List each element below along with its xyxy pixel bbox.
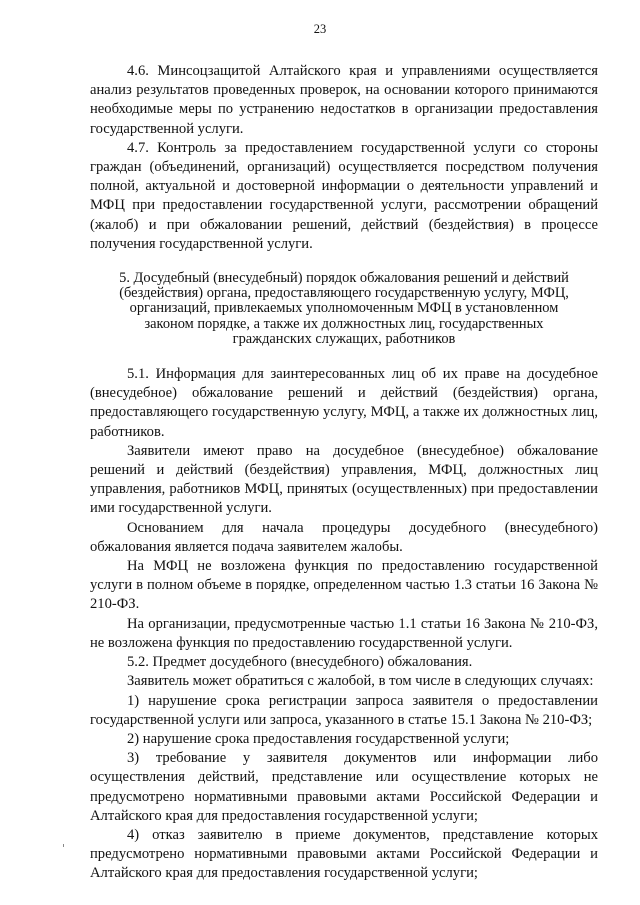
paragraph-applicants-rights: Заявители имеют право на досудебное (внесудебное) обжалование решений и действий (бездействия) управления, МФЦ, должностных лиц управления, работников МФЦ, принятых (осуществленных) при предоставлении ими государственной услуги. bbox=[90, 442, 598, 517]
document-body bbox=[90, 62, 598, 884]
paragraph-4-6: 4.6. Минсоцзащитой Алтайского края и управлениями осуществляется анализ результатов проведенных проверок, на основании которого принимаются необходимые меры по устранению недостатков в организации предоставления государственной услуги. bbox=[90, 63, 598, 137]
paragraph-mfc-function: На МФЦ не возложена функция по предоставлению государственной услуги в полном объеме в порядке, определенном частью 1.3 статьи 16 Закона № 210-ФЗ. bbox=[90, 558, 598, 613]
paragraph-grounds: Основанием для начала процедуры досудебного (внесудебного) обжалования является подача заявителем жалобы. bbox=[90, 519, 598, 555]
paragraph-cases-intro: Заявитель может обратиться с жалобой, в том числе в следующих случаях: bbox=[127, 673, 594, 690]
list-item-4: 4) отказ заявителю в приеме документов, представление которых предусмотрено нормативными правовыми актами Российской Федерации и Алтайского края для предоставления государственной услуги; bbox=[90, 826, 598, 882]
list-item-1: 1) нарушение срока регистрации запроса заявителя о предоставлении государственной услуги или запроса, указанного в статье 15.1 Закона № 210-ФЗ; bbox=[90, 692, 598, 728]
paragraph-4-7: 4.7. Контроль за предоставлением государственной услуги со стороны граждан (объединений, организаций) осуществляется посредством получения полной, актуальной и достоверной информации о деятельности управлений и МФЦ при предоставлении государственной услуги, рассмотрении обращений (жалоб) и при обжаловании решений, действий (бездействия) в процессе получения государственной услуги. bbox=[90, 139, 598, 252]
section-5-heading: 5. Досудебный (внесудебный) порядок обжалования решений и действий (бездействия) органа, предоставляющего государственную услугу, МФЦ, организаций, привлекаемых уполномоченным МФЦ в установленном законом порядке, а также их должностных лиц, государственных гражданских служащих, работников bbox=[119, 270, 569, 347]
paragraph-5-2: 5.2. Предмет досудебного (внесудебного) обжалования. bbox=[127, 654, 473, 671]
list-item-2: 2) нарушение срока предоставления государственной услуги; bbox=[127, 730, 510, 747]
paragraph-5-1: 5.1. Информация для заинтересованных лиц об их праве на досудебное (внесудебное) обжалование решений и действий (бездействия) органа, предоставляющего государственную услугу, МФЦ, а также их должностных лиц, работников. bbox=[90, 366, 598, 440]
list-item-3: 3) требование у заявителя документов или информации либо осуществления действий, представление или осуществление которых не предусмотрено нормативными правовыми актами Российской Федерации и Алтайского края для предоставления государственной услуги; bbox=[90, 750, 598, 824]
paragraph-organizations: На организации, предусмотренные частью 1.1 статьи 16 Закона № 210-ФЗ, не возложена функция по предоставлению государственной услуги. bbox=[90, 615, 598, 651]
page-number: 23 bbox=[313, 22, 327, 36]
scan-speck bbox=[63, 844, 64, 847]
